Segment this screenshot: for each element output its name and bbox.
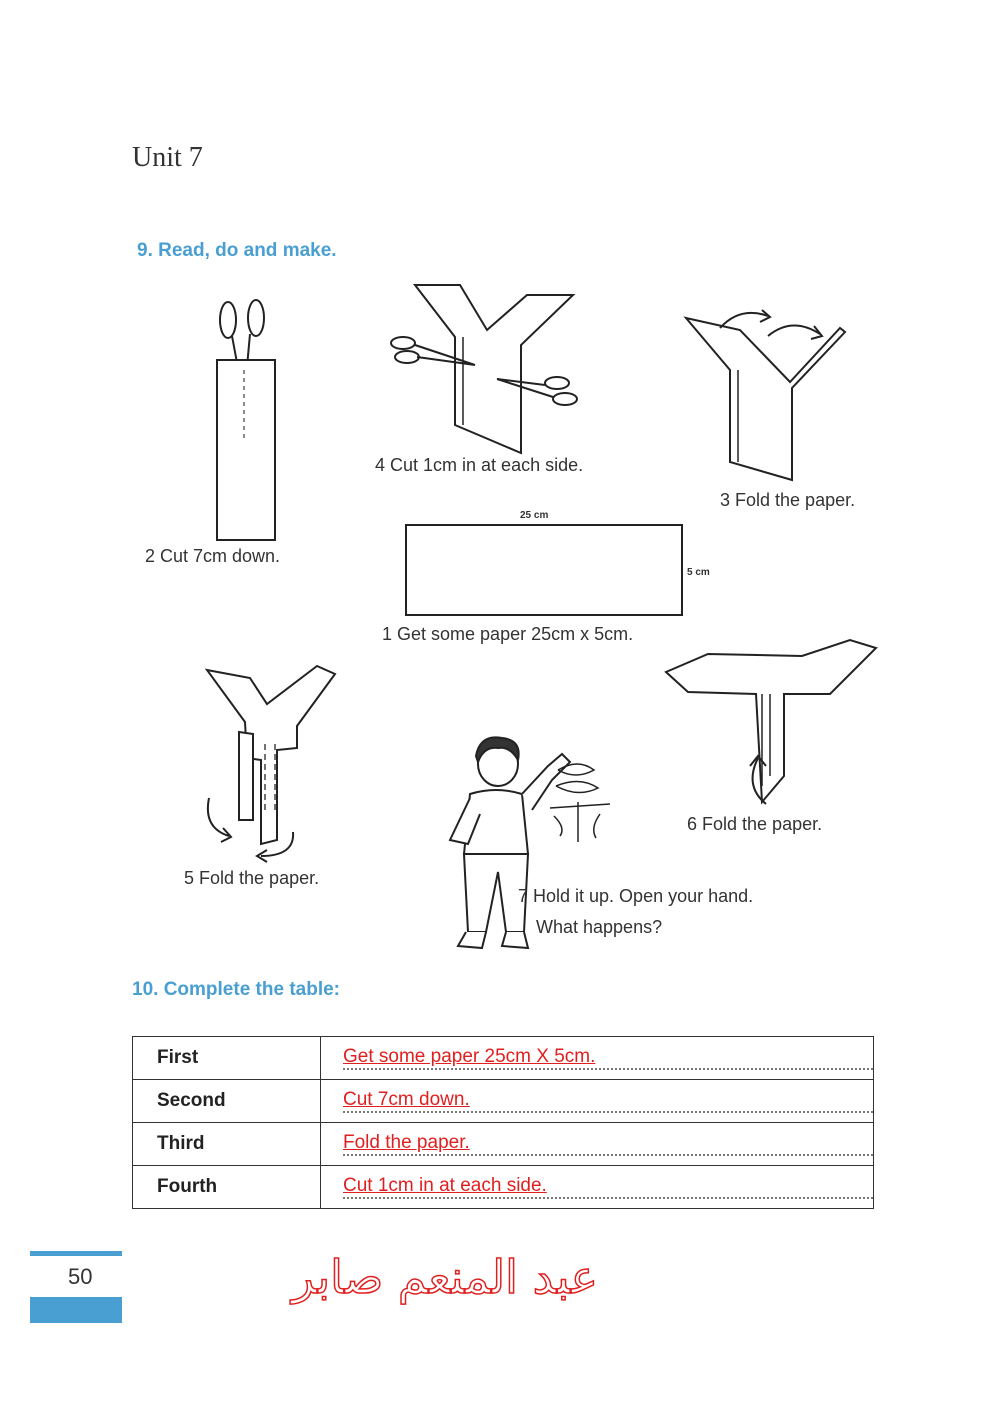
step3-figure <box>680 300 855 490</box>
page-number: 50 <box>68 1264 93 1289</box>
answer-cell <box>321 1123 874 1166</box>
paper-rectangle <box>405 524 683 616</box>
caption-step7-line2: What happens? <box>536 917 663 937</box>
exercise-10-title: 10. Complete the table: <box>132 979 340 1000</box>
height-label: 5 cm <box>687 567 710 578</box>
caption-step4: 4 Cut 1cm in at each side. <box>375 455 584 475</box>
caption-step5: 5 Fold the paper. <box>184 868 320 888</box>
answer-text: Cut 7cm down. <box>343 1089 873 1113</box>
step5-figure <box>195 660 345 870</box>
row-label: Second <box>133 1080 321 1123</box>
caption-step2: 2 Cut 7cm down. <box>145 546 281 566</box>
step6-figure <box>662 636 880 806</box>
page-bar-bottom <box>30 1297 122 1323</box>
answer-text: Get some paper 25cm X 5cm. <box>343 1046 873 1070</box>
caption-step7-line1: 7 Hold it up. Open your hand. <box>518 886 754 906</box>
step4-figure <box>385 275 590 455</box>
table-row <box>133 1080 874 1123</box>
row-label: Third <box>133 1123 321 1166</box>
row-label: First <box>133 1037 321 1080</box>
table-row <box>133 1123 874 1166</box>
row-label: Fourth <box>133 1166 321 1209</box>
caption-step3: 3 Fold the paper. <box>720 490 856 510</box>
answer-cell <box>321 1080 874 1123</box>
answer-cell <box>321 1166 874 1209</box>
step2-figure <box>200 290 300 550</box>
answer-text: Fold the paper. <box>343 1132 873 1156</box>
width-label: 25 cm <box>520 510 549 521</box>
table-row <box>133 1037 874 1080</box>
answer-text: Cut 1cm in at each side. <box>343 1175 873 1199</box>
answer-cell <box>321 1037 874 1080</box>
exercise-9-title: 9. Read, do and make. <box>137 240 337 261</box>
steps-table <box>132 1036 874 1209</box>
signature: عبد المنعم صابر <box>292 1250 599 1304</box>
unit-title: Unit 7 <box>132 142 203 173</box>
caption-step6: 6 Fold the paper. <box>687 814 823 834</box>
table-row <box>133 1166 874 1209</box>
caption-step1: 1 Get some paper 25cm x 5cm. <box>382 624 634 644</box>
page-bar-top <box>30 1251 122 1256</box>
